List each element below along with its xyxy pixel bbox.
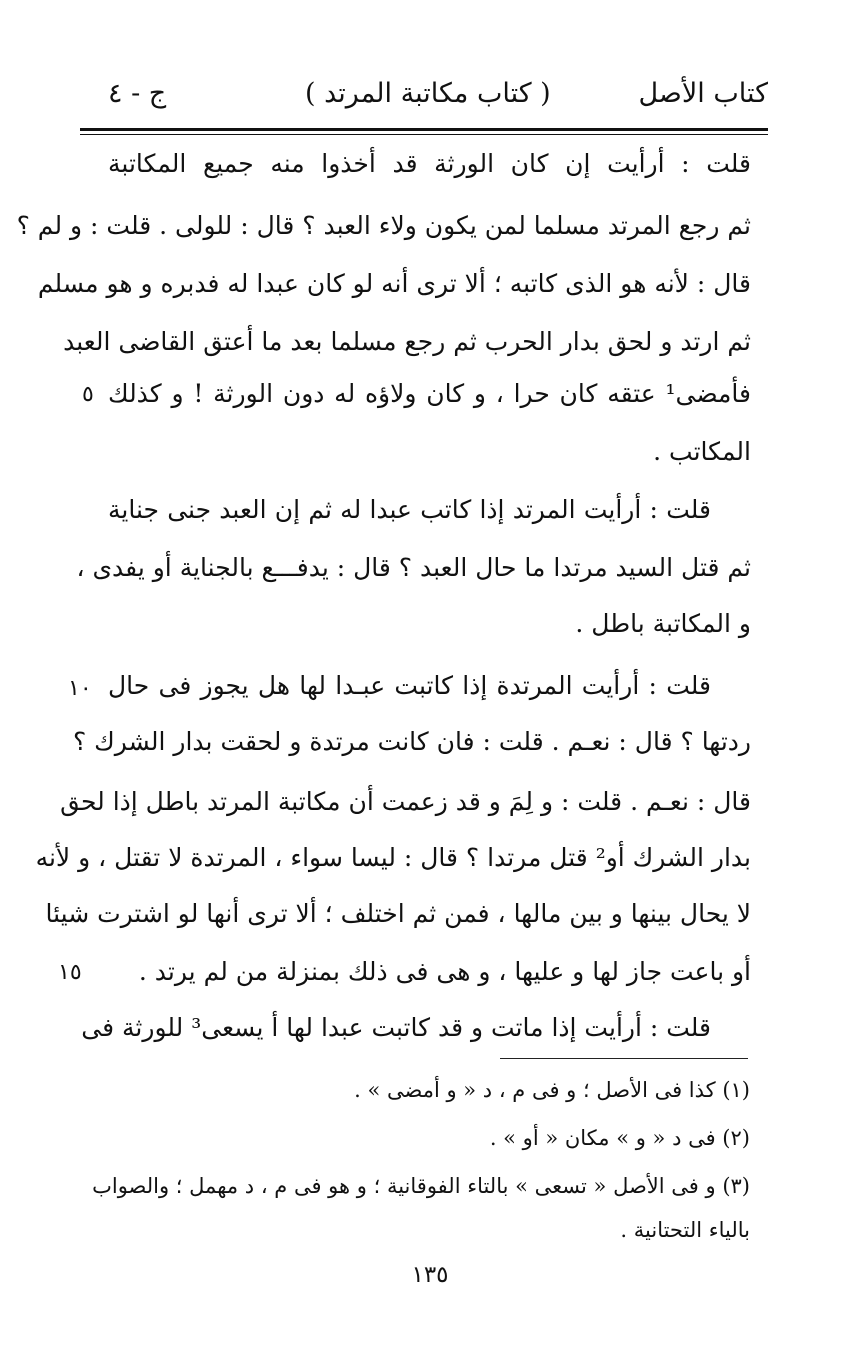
page-number: ١٣٥ — [411, 1262, 449, 1288]
text-line: بدار الشرك أو² قتل مرتدا ؟ قال : ليسا سواء ، المرتدة لا تقتل ، و لأنه — [35, 843, 751, 872]
text-line: و المكاتبة باطل . — [575, 609, 751, 638]
text-line: لا يحال بينها و بين مالها ، فمن ثم اختلف ؛ ألا ترى أنها لو اشترت شيئا — [45, 899, 751, 928]
text-line: ثم رجع المرتد مسلما لمن يكون ولاء العبد ؟ قال : للولى . قلت : و لم ؟ — [16, 211, 751, 240]
footnote: بالياء التحتانية . — [620, 1218, 750, 1242]
text-line: قلت : أرأيت المرتدة إذا كاتبت عبـدا لها هل يجوز فى حال — [108, 671, 711, 700]
text-line: ثم ارتد و لحق بدار الحرب ثم رجع مسلما بعد ما أعتق القاضى العبد — [63, 327, 751, 356]
text-line: قلت : أرأيت المرتد إذا كاتب عبدا له ثم إن العبد جنى جناية — [108, 495, 711, 524]
running-header — [80, 70, 768, 120]
text-line: قلت : أرأيت إذا ماتت و قد كاتبت عبدا لها أ يسعى³ للورثة فى — [81, 1013, 711, 1042]
text-line: قلت : أرأيت إن كان الورثة قد أخذوا منه جميع المكاتبة — [108, 149, 751, 178]
text-line: ردتها ؟ قال : نعـم . قلت : فان كانت مرتدة و لحقت بدار الشرك ؟ — [72, 727, 751, 756]
header-rule-thin — [80, 134, 768, 135]
text-line: ثم قتل السيد مرتدا ما حال العبد ؟ قال : يدفـــع بالجناية أو يفدى ، — [76, 553, 751, 582]
footnote: (٣) و فى الأصل « تسعى » بالتاء الفوقانية ؛ و هو فى م ، د مهمل ؛ والصواب — [92, 1174, 750, 1198]
text-line: فأمضى¹ عتقه كان حرا ، و كان ولاؤه له دون الورثة ! و كذلك — [108, 379, 751, 408]
chapter-title: ( كتاب مكاتبة المرتد ) — [305, 78, 551, 109]
text-line: أو باعت جاز لها و عليها ، و هى فى ذلك بمنزلة من لم يرتد . — [138, 957, 751, 986]
text-line: قال : لأنه هو الذى كاتبه ؛ ألا ترى أنه لو كان عبدا له فدبره و هو مسلم — [37, 269, 751, 298]
volume-label: ج - ٤ — [108, 78, 167, 109]
line-number: ١٠ — [68, 676, 92, 701]
text-line: المكاتب . — [653, 437, 751, 466]
line-number: ٥ — [82, 382, 94, 407]
text-line: قال : نعـم . قلت : و لِمَ و قد زعمت أن مكاتبة المرتد باطل إذا لحق — [60, 787, 751, 816]
footnote: (٢) فى د « و » مكان « أو » . — [489, 1126, 750, 1150]
book-title: كتاب الأصل — [638, 78, 768, 109]
footnote: (١) كذا فى الأصل ؛ و فى م ، د « و أمضى » . — [354, 1078, 750, 1102]
footnote-rule — [500, 1058, 748, 1059]
header-rule — [80, 128, 768, 131]
line-number: ١٥ — [58, 960, 82, 985]
